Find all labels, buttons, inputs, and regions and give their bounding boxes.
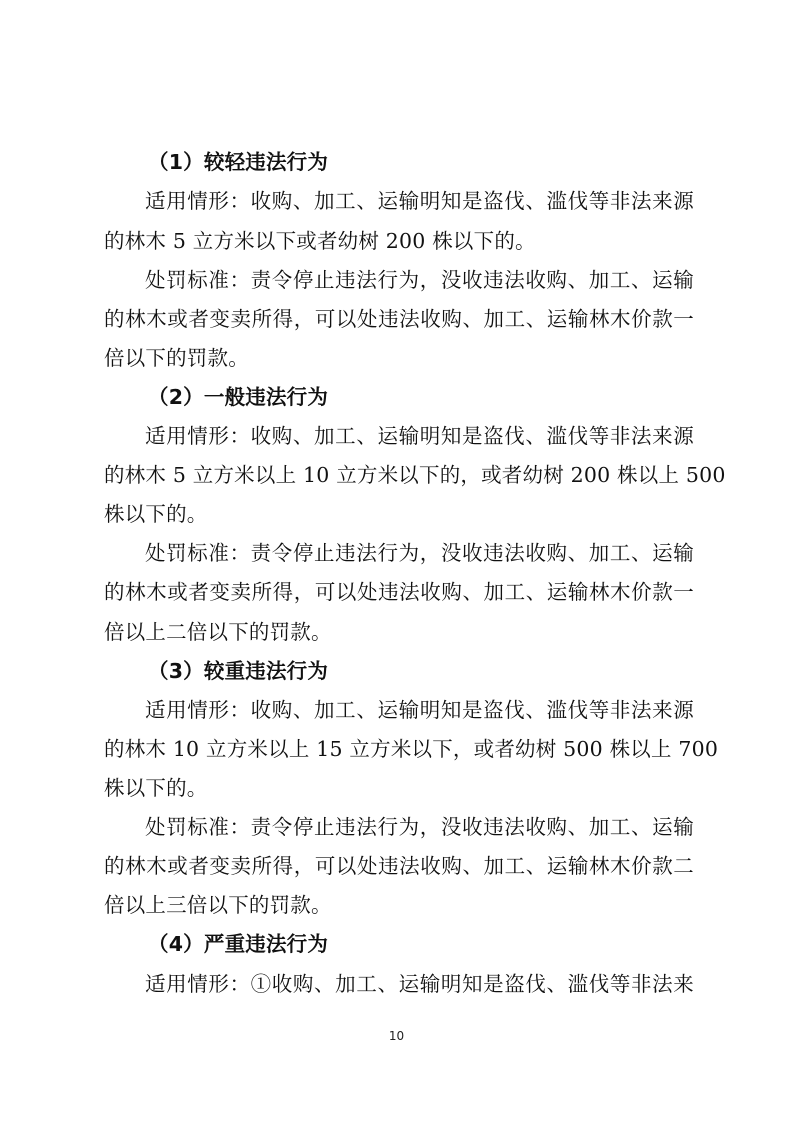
section-3-applicable-line-3: 株以下的。 (104, 776, 208, 800)
section-4-applicable-line-1: 适用情形：①收购、加工、运输明知是盗伐、滥伐等非法来 (145, 972, 694, 996)
section-2-applicable-line-3: 株以下的。 (104, 502, 208, 526)
section-1-applicable-line-1: 适用情形：收购、加工、运输明知是盗伐、滥伐等非法来源 (145, 189, 694, 213)
section-1-applicable-line-2: 的林木 5 立方米以下或者幼树 200 株以下的。 (104, 229, 536, 253)
section-2-penalty-line-1: 处罚标准：责令停止违法行为，没收违法收购、加工、运输 (145, 541, 694, 565)
section-3-penalty-line-3: 倍以上三倍以下的罚款。 (104, 893, 332, 917)
section-1-penalty-line-2: 的林木或者变卖所得，可以处违法收购、加工、运输林木价款一 (104, 307, 694, 331)
page-number: 10 (388, 1029, 405, 1043)
section-4-heading: （4）严重违法行为 (148, 932, 329, 956)
section-2-applicable-line-1: 适用情形：收购、加工、运输明知是盗伐、滥伐等非法来源 (145, 424, 694, 448)
section-1-penalty-line-1: 处罚标准：责令停止违法行为，没收违法收购、加工、运输 (145, 268, 694, 292)
section-2-penalty-line-2: 的林木或者变卖所得，可以处违法收购、加工、运输林木价款一 (104, 580, 694, 604)
section-3-penalty-line-2: 的林木或者变卖所得，可以处违法收购、加工、运输林木价款二 (104, 854, 694, 878)
section-2-penalty-line-3: 倍以上二倍以下的罚款。 (104, 620, 332, 644)
section-3-heading: （3）较重违法行为 (148, 659, 329, 683)
section-1-heading: （1）较轻违法行为 (148, 150, 329, 174)
section-3-applicable-line-2: 的林木 10 立方米以上 15 立方米以下，或者幼树 500 株以上 700 (104, 737, 719, 761)
section-2-heading: （2）一般违法行为 (148, 385, 329, 409)
section-3-applicable-line-1: 适用情形：收购、加工、运输明知是盗伐、滥伐等非法来源 (145, 698, 694, 722)
section-2-applicable-line-2: 的林木 5 立方米以上 10 立方米以下的，或者幼树 200 株以上 500 (104, 463, 726, 487)
section-1-penalty-line-3: 倍以下的罚款。 (104, 346, 249, 370)
section-3-penalty-line-1: 处罚标准：责令停止违法行为，没收违法收购、加工、运输 (145, 815, 694, 839)
